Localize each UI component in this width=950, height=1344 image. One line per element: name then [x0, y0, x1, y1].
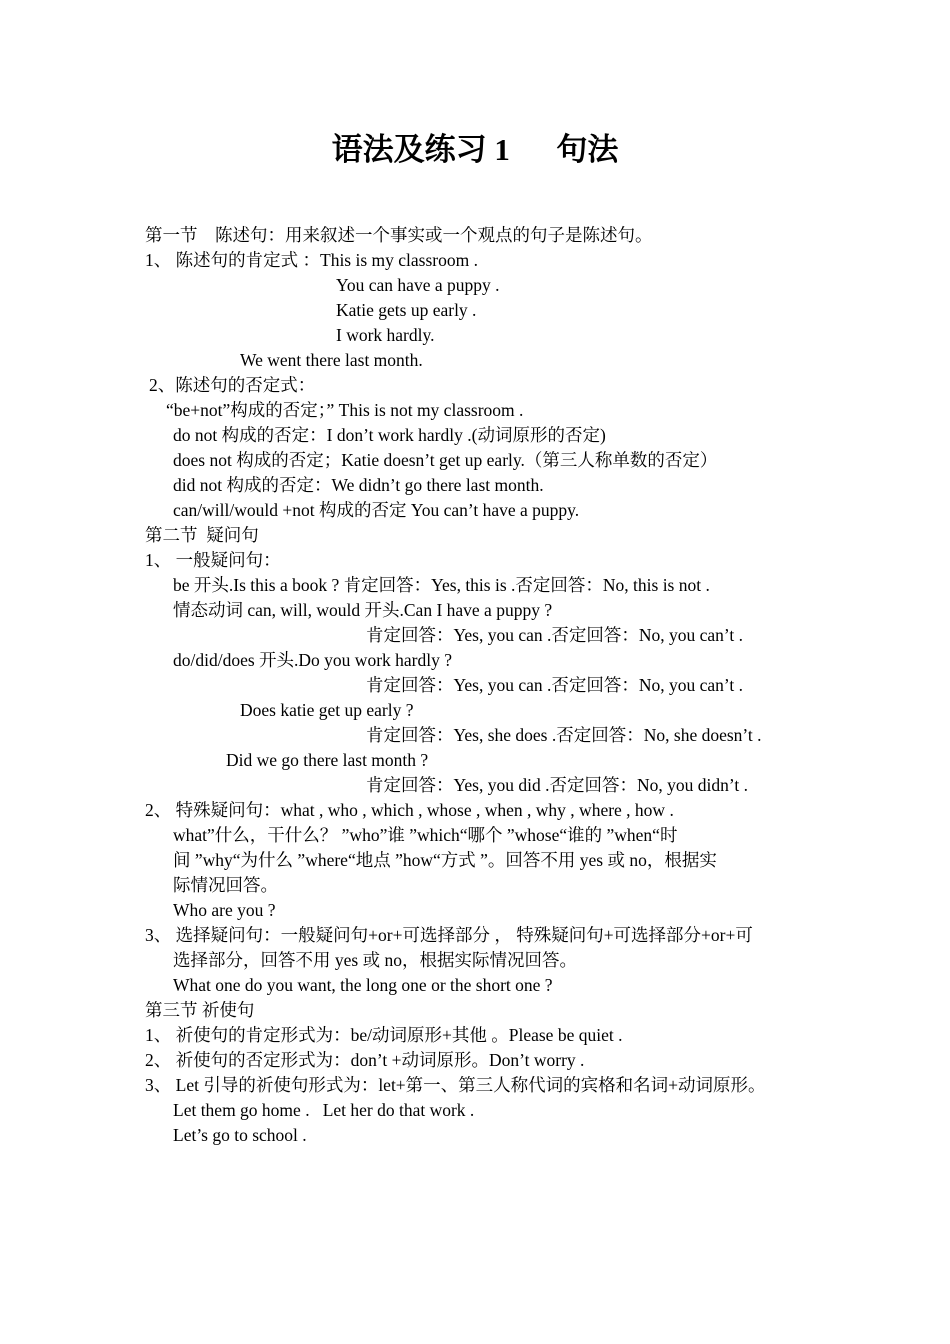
- example-line: I work hardly.: [336, 325, 435, 345]
- list-item: 1、 一般疑问句：: [145, 550, 281, 570]
- page-title: 语法及练习 1 句法: [331, 132, 619, 167]
- answer-line: 肯定回答：Yes, you did .否定回答：No, you didn’t .: [366, 775, 748, 795]
- example-line: Katie gets up early .: [336, 300, 477, 320]
- answer-line: 肯定回答：Yes, you can .否定回答：No, you can’t .: [366, 675, 744, 695]
- answer-line: 肯定回答：Yes, she does .否定回答：No, she doesn’t .: [366, 725, 762, 745]
- list-item: 2、 祈使句的否定形式为：don’t +动词原形。Don’t worry .: [145, 1050, 585, 1070]
- list-item: 3、 选择疑问句：一般疑问句+or+可选择部分 ， 特殊疑问句+可选择部分+or+可: [145, 925, 753, 945]
- text-line: Let them go home . Let her do that work .: [173, 1100, 475, 1120]
- text-line: do/did/does 开头.Do you work hardly ?: [173, 650, 452, 670]
- example-line: We went there last month.: [240, 350, 423, 370]
- list-item: 1、 陈述句的肯定式 ：This is my classroom .: [145, 250, 478, 270]
- text-line: 间 ”why“为什么 ”where“地点 ”how“方式 ”。回答不用 yes 或 no，根据实: [173, 850, 717, 870]
- text-line: Does katie get up early ?: [240, 700, 414, 720]
- section-3-heading: 第三节 祈使句: [145, 1000, 255, 1020]
- text-line: “be+not”构成的否定；” This is not my classroom .: [166, 400, 524, 420]
- list-item: 1、 祈使句的肯定形式为：be/动词原形+其他 。Please be quiet .: [145, 1025, 623, 1045]
- section-1-heading: 第一节 陈述句：用来叙述一个事实或一个观点的句子是陈述句。: [145, 225, 653, 245]
- text-line: do not 构成的否定：I don’t work hardly .(动词原形的否定): [173, 425, 606, 445]
- text-line: 选择部分，回答不用 yes 或 no，根据实际情况回答。: [173, 950, 577, 970]
- text-line: be 开头.Is this a book ? 肯定回答：Yes, this is .否定回答：No, this is not .: [173, 575, 710, 595]
- text-line: Did we go there last month ?: [226, 750, 429, 770]
- text-line: does not 构成的否定；Katie doesn’t get up early.（第三人称单数的否定）: [173, 450, 718, 470]
- list-item: 2、陈述句的否定式：: [149, 375, 316, 395]
- text-line: Who are you ?: [173, 900, 276, 920]
- text-line: Let’s go to school .: [173, 1125, 307, 1145]
- list-item: 3、 Let 引导的祈使句形式为：let+第一、第三人称代词的宾格和名词+动词原形。: [145, 1075, 766, 1095]
- example-line: You can have a puppy .: [336, 275, 500, 295]
- text-line: What one do you want, the long one or the short one ?: [173, 975, 553, 995]
- list-item: 2、 特殊疑问句：what , who , which , whose , when , why , where , how .: [145, 800, 674, 820]
- text-line: can/will/would +not 构成的否定 You can’t have a puppy.: [173, 500, 580, 520]
- text-line: did not 构成的否定：We didn’t go there last month.: [173, 475, 544, 495]
- section-2-heading: 第二节 疑问句: [145, 525, 259, 545]
- text-line: 际情况回答。: [173, 875, 278, 895]
- text-line: what”什么，干什么？ ”who”谁 ”which“哪个 ”whose“谁的 ”when“时: [173, 825, 678, 845]
- answer-line: 肯定回答：Yes, you can .否定回答：No, you can’t .: [366, 625, 744, 645]
- text-line: 情态动词 can, will, would 开头.Can I have a puppy ?: [173, 600, 553, 620]
